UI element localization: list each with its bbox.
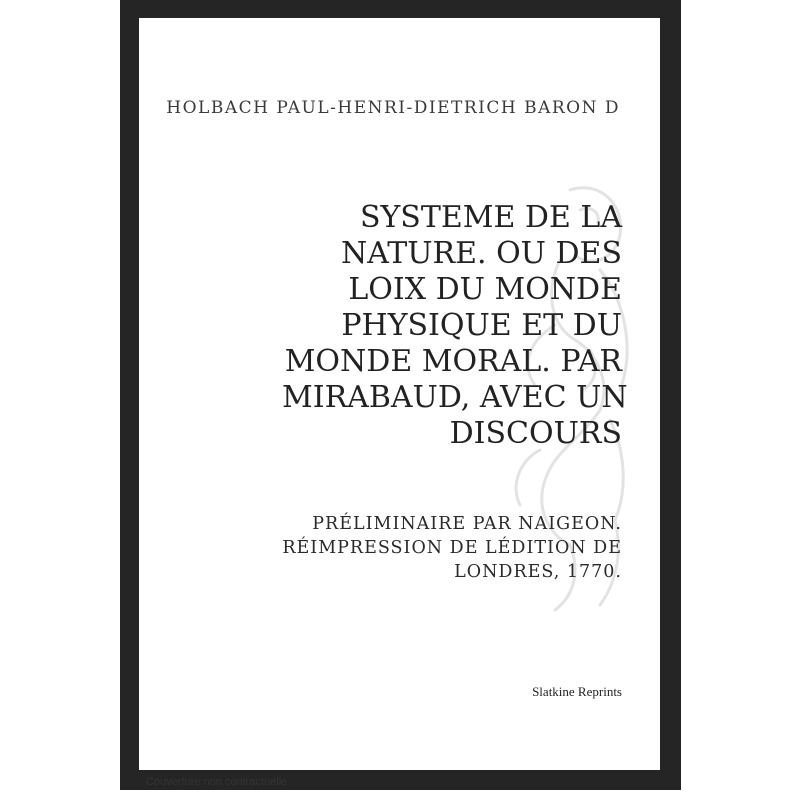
title-line: PHYSIQUE ET DU (341, 308, 622, 343)
book-subtitle (242, 512, 622, 584)
subtitle-line: PRÉLIMINAIRE PAR NAIGEON. (312, 514, 622, 534)
title-line: LOIX DU MONDE (348, 272, 622, 307)
book-title (282, 200, 628, 452)
title-line: MONDE MORAL. PAR (284, 344, 622, 379)
publisher-name: Slatkine Reprints (532, 684, 622, 699)
subtitle-line: RÉIMPRESSION DE LÉDITION DE (282, 538, 622, 558)
title-line: DISCOURS (449, 416, 622, 451)
subtitle-line: LONDRES, 1770. (454, 562, 622, 582)
author-name: HOLBACH PAUL-HENRI-DIETRICH BARON D (166, 98, 620, 118)
cover-disclaimer: Couverture non contractuelle (146, 776, 288, 788)
title-line: SYSTEME DE LA (359, 200, 622, 235)
title-line: NATURE. OU DES (340, 236, 622, 271)
title-line: MIRABAUD, AVEC UN (282, 380, 628, 415)
